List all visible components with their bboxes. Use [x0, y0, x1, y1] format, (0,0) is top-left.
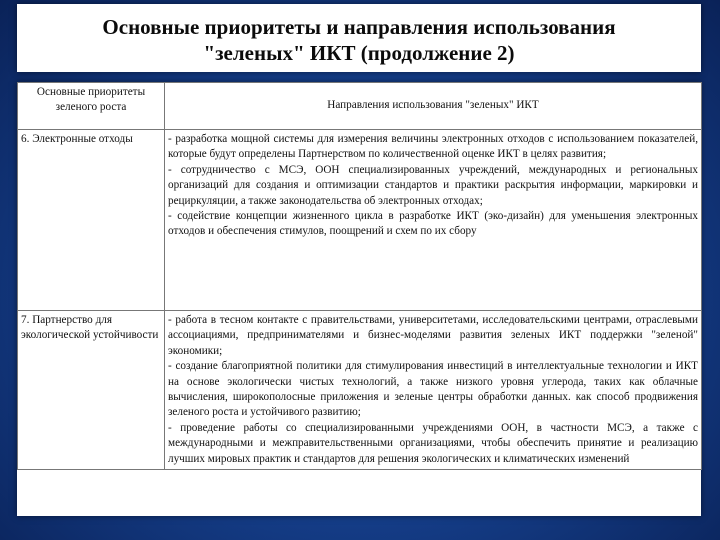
header-priorities: Основные приоритеты зеленого роста — [18, 83, 165, 130]
slide-title-line1: Основные приоритеты и направления использования — [102, 15, 616, 39]
header-directions: Направления использования "зеленых" ИКТ — [165, 83, 702, 130]
direction-item: - разработка мощной системы для измерения величины электронных отходов с использованием показателей, которые будут определены Партнерством по количественной оценке ИКТ в целях развития; — [168, 133, 698, 161]
directions-cell — [165, 130, 702, 311]
priority-cell: 7. Партнерство для экологической устойчивости — [18, 311, 165, 470]
table-row — [18, 311, 702, 470]
direction-item: - сотрудничество с МСЭ, ООН специализированных учреждений, международных и региональных организаций для создания и оптимизации стандартов и практики раскрытия информации, маркировки и рециркуляции, а также законодательства об электронных отходах; — [168, 163, 698, 207]
direction-item: - содействие концепции жизненного цикла в разработке ИКТ (эко-дизайн) для уменьшения электронных отходов и обеспечения стимулов, поощрений и схем по их сбору — [168, 210, 698, 238]
priorities-table — [17, 82, 702, 470]
direction-item: - проведение работы со специализированными учреждениями ООН, в частности МСЭ, а также с международными и межправительственными организациями, чтобы обеспечить принятие и реализацию лучших мировых практик и стандартов для решения экологических и климатических изменений — [168, 421, 698, 465]
slide-title-line2: "зеленых" ИКТ (продолжение 2) — [203, 41, 515, 65]
slide-title — [17, 14, 701, 66]
directions-cell — [165, 311, 702, 470]
table-panel — [17, 82, 701, 516]
direction-item: - работа в тесном контакте с правительствами, университетами, исследовательскими центрами, отраслевыми ассоциациями, предпринимателями и бизнес-моделями развития зеленых ИКТ поддержки "зеленой" экономики; — [168, 314, 698, 357]
table-row — [18, 130, 702, 311]
direction-item: - создание благоприятной политики для стимулирования инвестиций в интеллектуальные технологии и ИКТ на основе экологически чистых технологий, а также низкого уровня углерода, таких как облачные вычисления, широкополосные приложения и зеленые центры обработки данных. как способ продвижения зеленого роста и устойчивого развитию; — [168, 360, 698, 419]
priority-cell: 6. Электронные отходы — [18, 130, 165, 311]
title-panel — [17, 4, 701, 72]
table-header-row — [18, 83, 702, 130]
